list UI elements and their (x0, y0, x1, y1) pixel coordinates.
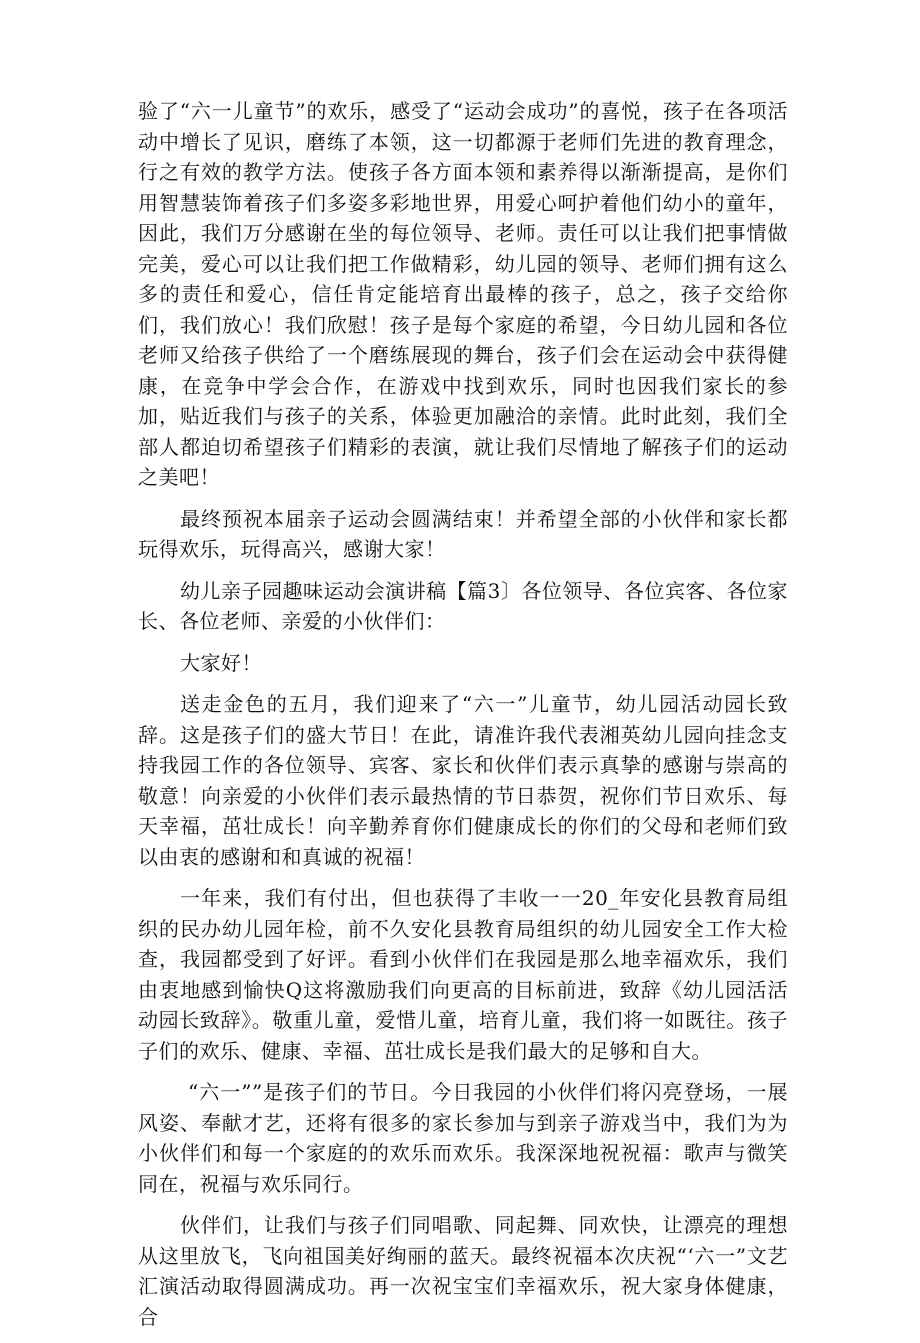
paragraph-final-blessing: 伙伴们，让我们与孩子们同唱歌、同起舞、同欢快，让漂亮的理想从这里放飞，飞向祖国美好绚丽的蓝天。最终祝福本次庆祝“‘六一”文艺汇演活动取得圆满成功。再一次祝宝宝们幸福欢乐，祝大家身体健康，合 (138, 1213, 788, 1329)
paragraph-continuation: 验了“六一儿童节”的欢乐，感受了“运动会成功”的喜悦，孩子在各项活动中增长了见识，磨练了本领，这一切都源于老师们先进的教育理念，行之有效的教学方法。使孩子各方面本领和素养得以渐渐提高，是你们用智慧装饰着孩子们多姿多彩地世界，用爱心呵护着他们幼小的童年，因此，我们万分感谢在坐的每位领导、老师。责任可以让我们把事情做完美，爱心可以让我们把工作做精彩，幼儿园的领导、老师们拥有这么多的责任和爱心，信任肯定能培育出最棒的孩子，总之，孩子交给你们，我们放心！我们欣慰！孩子是每个家庭的希望，今日幼儿园和各位老师又给孩子供给了一个磨练展现的舞台，孩子们会在运动会中获得健康，在竞争中学会合作，在游戏中找到欢乐，同时也因我们家长的参加，贴近我们与孩子的关系，体验更加融洽的亲情。此时此刻，我们全部人都迫切希望孩子们精彩的表演，就让我们尽情地了解孩子们的运动之美吧！ (138, 99, 788, 489)
document-body (138, 96, 788, 1343)
paragraph-greeting: 大家好！ (180, 650, 262, 675)
paragraph-closing-wish: 最终预祝本届亲子运动会圆满结束！并希望全部的小伙伴和家长都玩得欢乐，玩得高兴，感谢大家！ (138, 506, 788, 561)
paragraph-achievements: 一年来，我们有付出，但也获得了丰收一一20_年安化县教育局组织的民办幼儿园年检，前不久安化县教育局组织的幼儿园安全工作大检查，我园都受到了好评。看到小伙伴们在我园是那么地幸福欢乐，我们由衷地感到愉快Q这将激励我们向更高的目标前进，致辞《幼儿园活活动园长致辞》。敬重儿童，爱惜儿童，培育儿童，我们将一如既往。孩子子们的欢乐、健康、幸福、茁壮成长是我们最大的足够和自大。 (138, 886, 788, 1063)
paragraph-speech-title: 幼儿亲子园趣味运动会演讲稿【篇3〕各位领导、各位宾客、各位家长、各位老师、亲爱的小伙伴们： (138, 578, 788, 633)
paragraph-childrens-day: “六一””是孩子们的节日。今日我园的小伙伴们将闪亮登场，一展风姿、奉献才艺，还将有很多的家长参加与到亲子游戏当中，我们为为小伙伴们和每一个家庭的的欢乐而欢乐。我深深地祝祝福：歌声与微笑同在，祝福与欢乐同行。 (138, 1080, 788, 1196)
paragraph-welcome: 送走金色的五月，我们迎来了“六一”儿童节，幼儿园活动园长致辞。这是孩子们的盛大节日！在此，请准许我代表湘英幼儿园向挂念支持我园工作的各位领导、宾客、家长和伙伴们表示真挚的感谢与崇高的敬意！向亲爱的小伙伴们表示最热情的节日恭贺，祝你们节日欢乐、每天幸福，茁壮成长！向辛勤养育你们健康成长的你们的父母和老师们致以由衷的感谢和和真诚的祝福！ (138, 692, 788, 869)
